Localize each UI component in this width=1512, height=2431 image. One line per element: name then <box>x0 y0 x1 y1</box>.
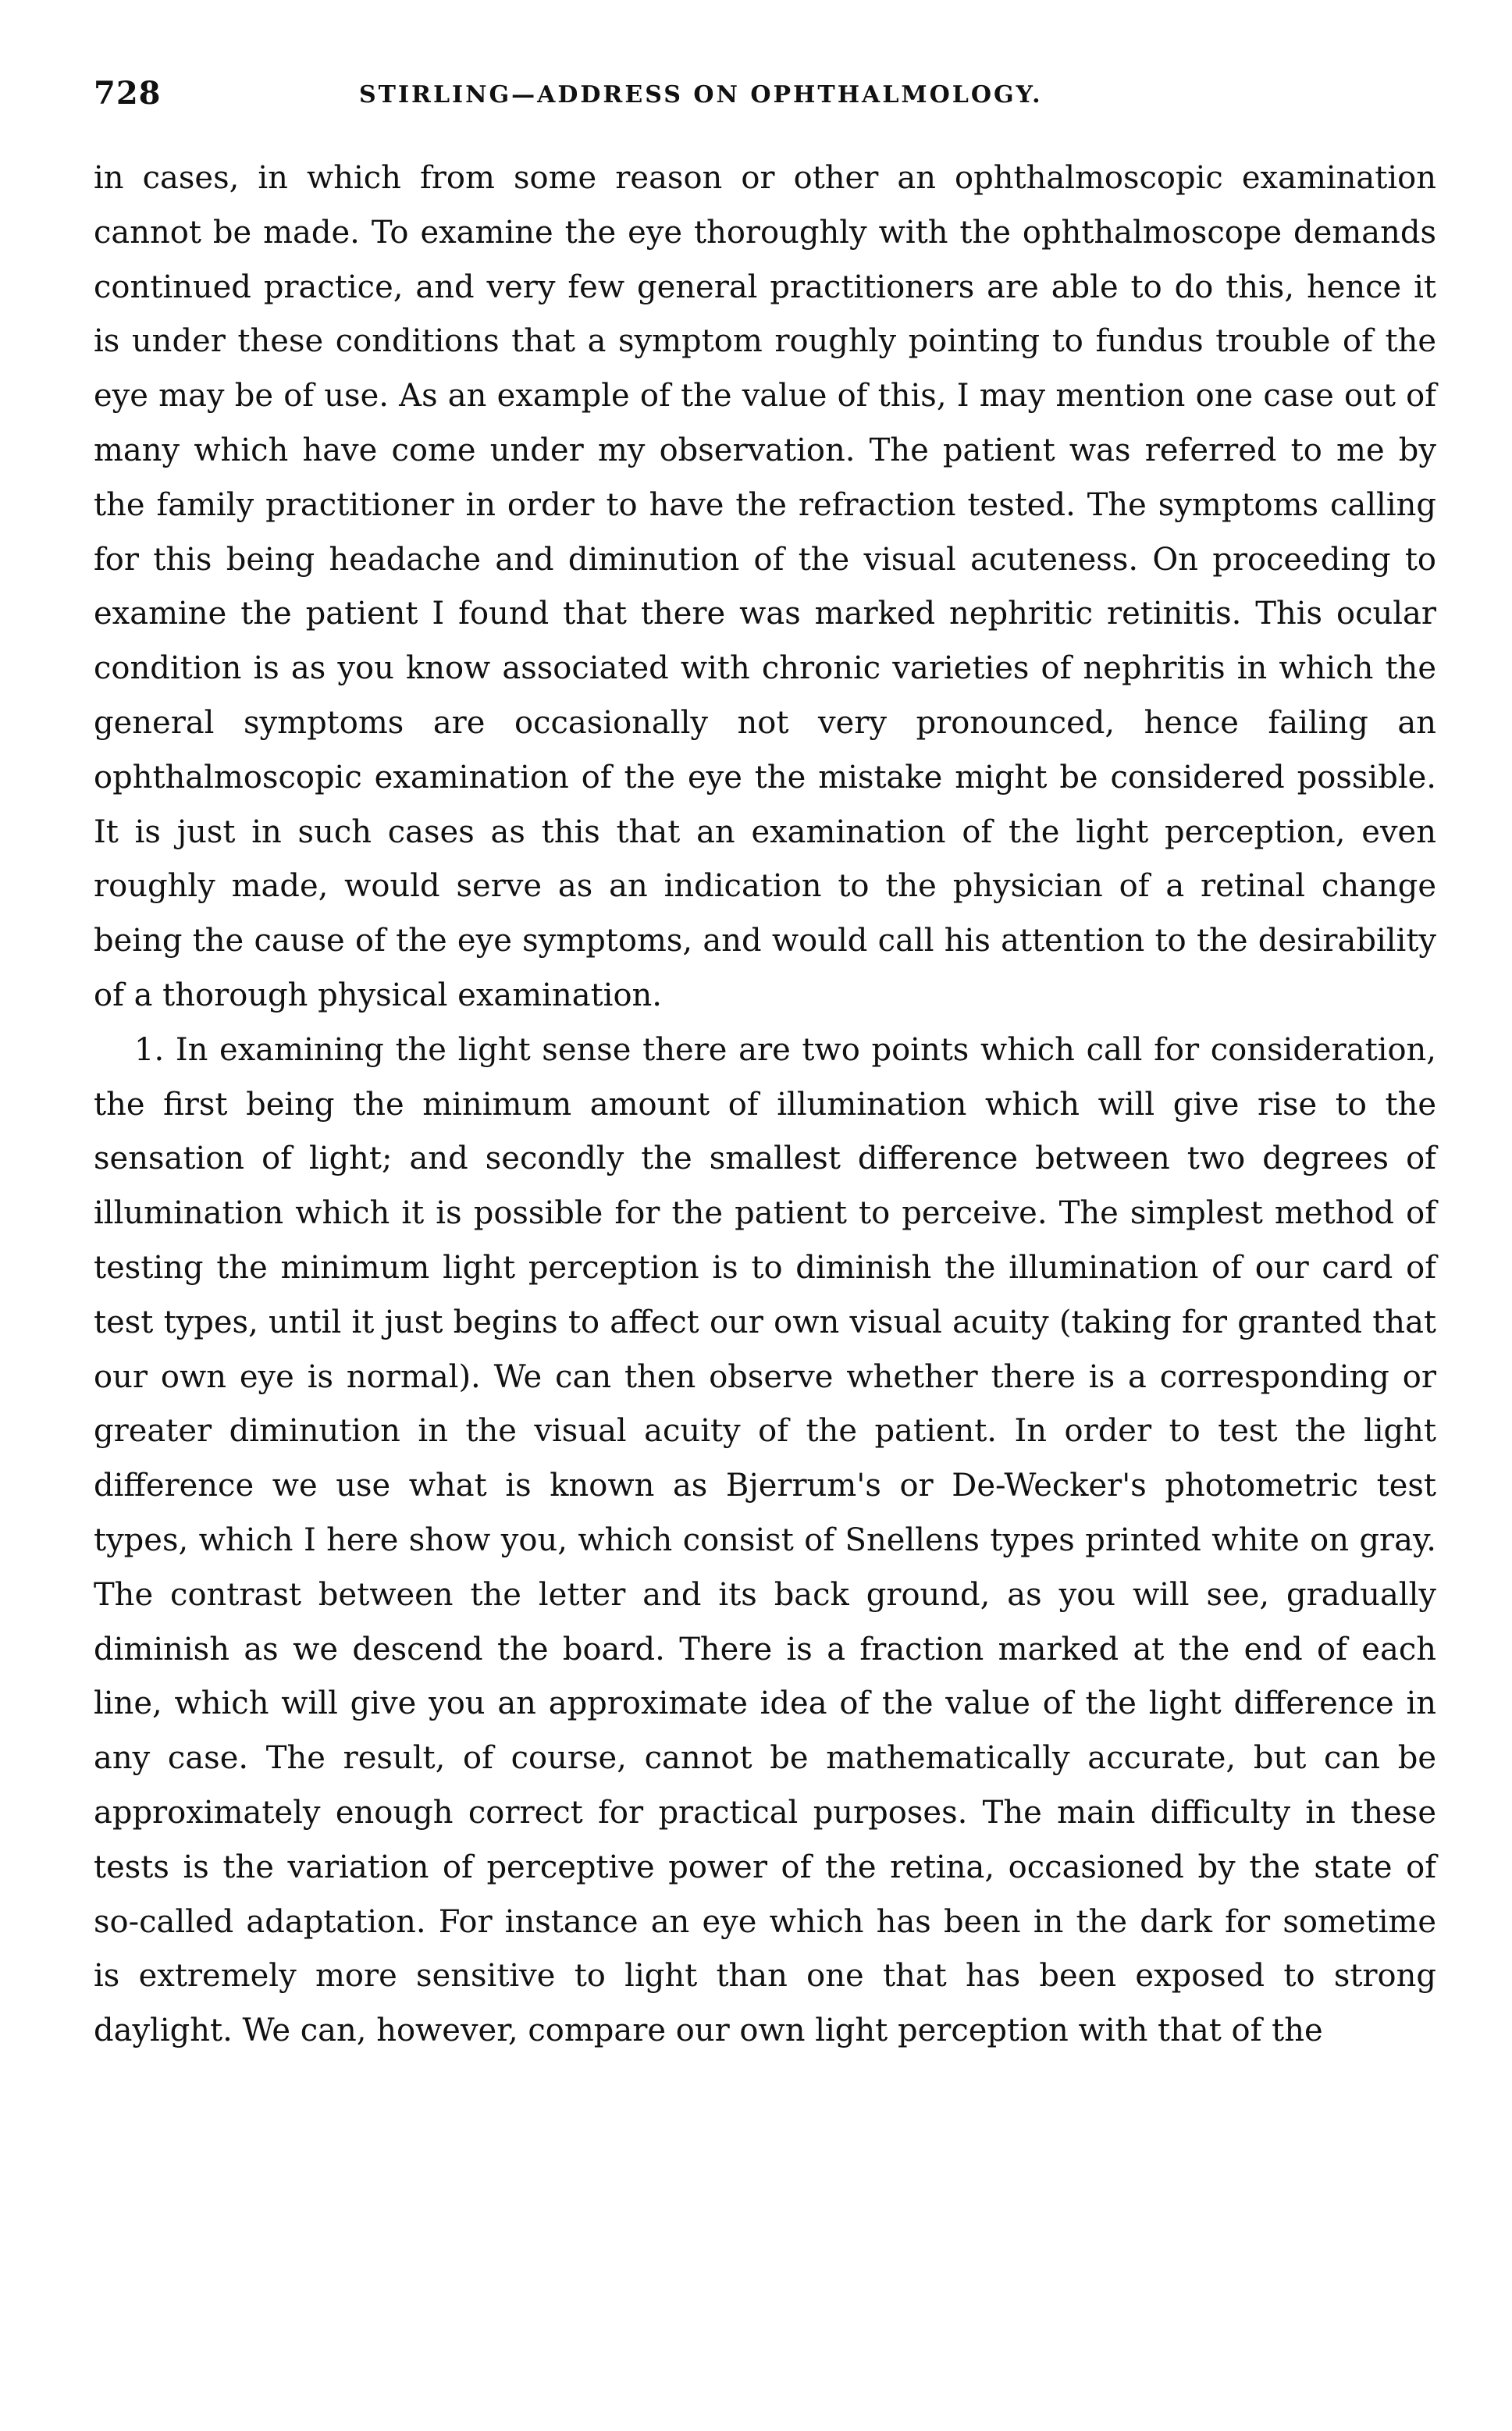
page-number: 728 <box>94 75 162 112</box>
paragraph-light-sense: 1. In examining the light sense there are two points which call for consideration, the first being the minimum amount of illumination which will give rise to the sensation of light; and secondly the smallest difference between two degrees of illumination which it is possible for the patient to perceive. The simplest method of testing the minimum light perception is to diminish the illumination of our card of test types, until it just begins to affect our own visual acuity (taking for granted that our own eye is normal). We can then observe whether there is a corresponding or greater diminution in the visual acuity of the patient. In order to test the light difference we use what is known as Bjerrum's or De-Wecker's photometric test types, which I here show you, which consist of Snellens types printed white on gray. The contrast between the letter and its back ground, as you will see, gradually diminish as we descend the board. There is a fraction marked at the end of each line, which will give you an approximate idea of the value of the light difference in any case. The result, of course, cannot be mathematically accurate, but can be approximately enough correct for practical purposes. The main difficulty in these tests is the variation of perceptive power of the retina, occasioned by the state of so-called adaptation. For instance an eye which has been in the dark for sometime is extremely more sensitive to light than one that has been exposed to strong daylight. We can, however, compare our own light perception with that of the <box>94 1031 1436 2049</box>
paragraph-continuation: in cases, in which from some reason or other an ophthalmoscopic examination cannot be made. To examine the eye thoroughly with the ophthalmoscope demands continued practice, and very few general practitioners are able to do this, hence it is under these conditions that a symptom roughly pointing to fundus trouble of the eye may be of use. As an example of the value of this, I may mention one case out of many which have come under my observation. The patient was referred to me by the family practitioner in order to have the refraction tested. The symptoms calling for this being headache and diminution of the visual acuteness. On proceeding to examine the patient I found that there was marked nephritic retinitis. This ocular condition is as you know associated with chronic varieties of nephritis in which the general symptoms are occasionally not very pronounced, hence failing an ophthalmoscopic examination of the eye the mistake might be considered possible. It is just in such cases as this that an examination of the light perception, even roughly made, would serve as an indication to the physician of a retinal change being the cause of the eye symptoms, and would call his attention to the desirability of a thorough physical examination. <box>94 160 1436 1013</box>
body-text <box>94 151 1436 2059</box>
page-header <box>94 75 1436 130</box>
book-page <box>94 75 1436 2386</box>
running-head: STIRLING—ADDRESS ON OPHTHALMOLOGY. <box>359 81 1043 109</box>
